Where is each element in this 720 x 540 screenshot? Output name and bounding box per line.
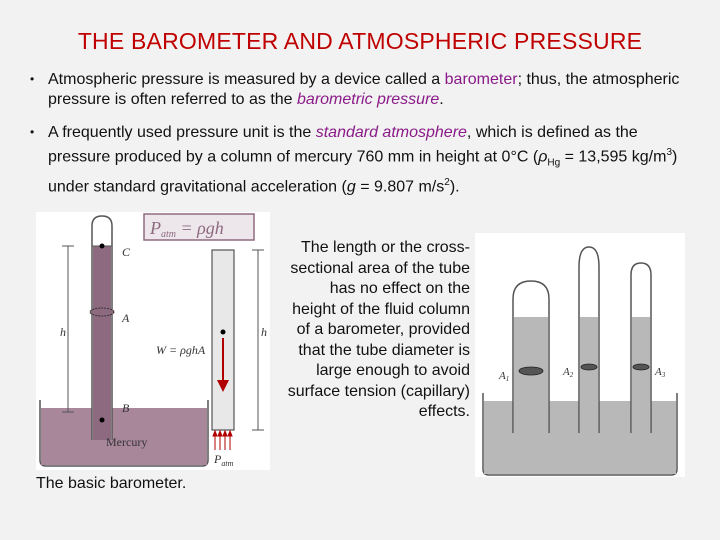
bullet-list bbox=[30, 70, 700, 210]
height-label-left: h bbox=[60, 325, 66, 339]
bullet-dot: • bbox=[30, 125, 35, 139]
bullet-dot: • bbox=[30, 72, 35, 86]
patm-label: $P_{atm}$ bbox=[214, 452, 234, 468]
mercury-label: Mercury bbox=[106, 435, 148, 449]
point-a-label: A bbox=[122, 311, 130, 325]
point-b-label: B bbox=[122, 401, 130, 415]
rho-symbol: ρ bbox=[538, 147, 548, 165]
caption-tube-size: The length or the cross-sectional area of the tube has no effect on the height of the fluid column of a barometer, provided that the tube diameter is large enough to avoid surface tension (capillary) effects. bbox=[287, 239, 470, 420]
label-a2: A2 bbox=[563, 366, 574, 379]
three-tube-figure bbox=[475, 233, 685, 477]
weight-label: W = ρghA bbox=[156, 343, 206, 357]
equation-text: Patm = ρgh bbox=[150, 218, 224, 240]
bullet-standard-atmosphere: • A frequently used pressure unit is the standard atmosphere, which is defined as the pressure produced by a column of mercury 760 mm in height at 0°C ($\rho_{Hg} = 13,595$ $kg/m^3$) under standard gravitational acceleration (g = 9.807 $m/s^2$). bbox=[30, 124, 678, 195]
height-label-right: h bbox=[261, 325, 267, 339]
slide-title: THE BAROMETER AND ATMOSPHERIC PRESSURE bbox=[77, 28, 643, 54]
barometer-figure bbox=[36, 212, 270, 470]
label-a1: A1 bbox=[499, 370, 510, 383]
term-barometer: barometer bbox=[444, 71, 518, 88]
area-a-disc bbox=[90, 308, 114, 316]
label-a3: A3 bbox=[655, 366, 666, 379]
point-c-label: C bbox=[122, 245, 131, 259]
caption-basic-barometer: The basic barometer. bbox=[36, 475, 187, 492]
bullet-barometer: • Atmospheric pressure is measured by a device called a barometer; thus, the atmospheric pressure is often referred to as the barometric pressure. bbox=[30, 71, 680, 108]
term-barometric-pressure: barometric pressure bbox=[297, 90, 440, 108]
term-standard-atmosphere: standard atmosphere bbox=[315, 124, 467, 141]
